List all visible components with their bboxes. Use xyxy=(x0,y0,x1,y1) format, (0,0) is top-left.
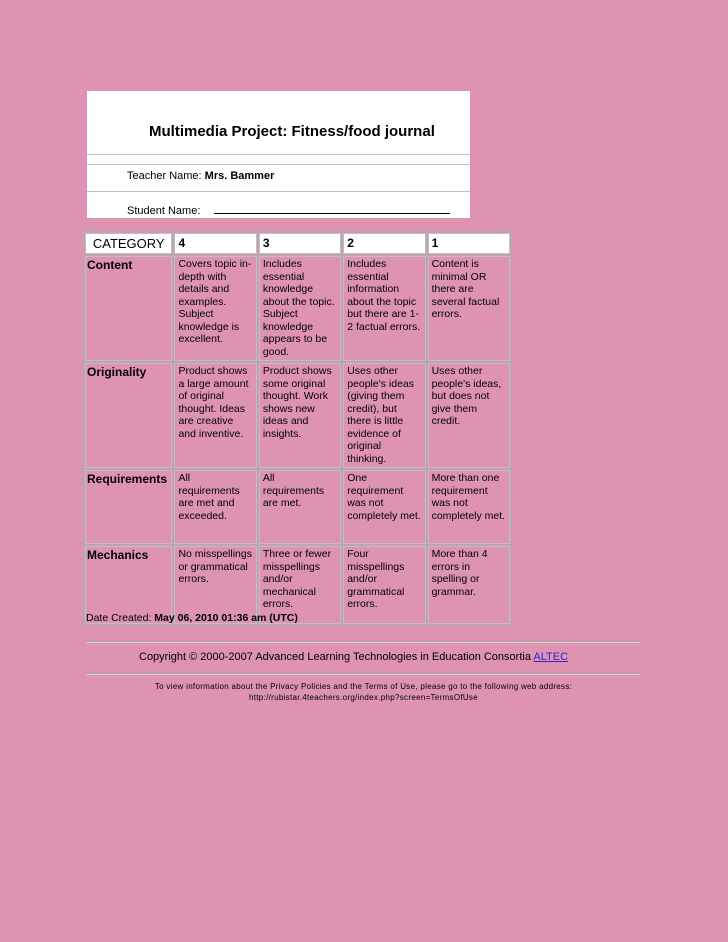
table-row xyxy=(85,256,510,361)
teacher-name-line xyxy=(127,170,274,182)
table-cell: Product shows some original thought. Work shows new ideas and insights. xyxy=(259,363,341,468)
row-label-mechanics: Mechanics xyxy=(85,546,172,624)
header-box xyxy=(87,91,470,218)
column-header-4: 4 xyxy=(174,233,256,254)
table-cell: Includes essential information about the topic but there are 1-2 factual errors. xyxy=(343,256,425,361)
student-name-line xyxy=(127,204,450,217)
header-divider xyxy=(87,154,470,155)
table-cell: Content is minimal OR there are several factual errors. xyxy=(428,256,510,361)
copyright-notice xyxy=(139,651,568,663)
table-cell: No misspellings or grammatical errors. xyxy=(174,546,256,624)
table-cell: Uses other people's ideas, but does not give them credit. xyxy=(428,363,510,468)
table-cell: All requirements are met and exceeded. xyxy=(174,470,256,544)
row-label-originality: Originality xyxy=(85,363,172,468)
table-cell: Four misspellings and/or grammatical errors. xyxy=(343,546,425,624)
column-header-category: CATEGORY xyxy=(85,233,172,254)
rubric-header-row xyxy=(85,233,510,254)
student-name-label: Student Name: xyxy=(127,205,201,217)
column-header-3: 3 xyxy=(259,233,341,254)
table-cell: One requirement was not completely met. xyxy=(343,470,425,544)
table-cell: Uses other people's ideas (giving them credit), but there is little evidence of original thinking. xyxy=(343,363,425,468)
table-cell: Covers topic in-depth with details and examples. Subject knowledge is excellent. xyxy=(174,256,256,361)
date-created xyxy=(86,612,298,624)
table-cell: Three or fewer misspellings and/or mechanical errors. xyxy=(259,546,341,624)
rubric-table xyxy=(83,231,512,626)
row-label-requirements: Requirements xyxy=(85,470,172,544)
footer-divider xyxy=(86,672,641,675)
teacher-name-label: Teacher Name: xyxy=(127,170,202,182)
table-row xyxy=(85,470,510,544)
header-divider xyxy=(87,191,470,192)
table-cell: More than 4 errors in spelling or grammar. xyxy=(428,546,510,624)
date-created-label: Date Created: xyxy=(86,612,152,624)
privacy-notice xyxy=(86,681,641,703)
header-divider xyxy=(87,164,470,165)
terms-url: http://rubistar.4teachers.org/index.php?screen=TermsOfUse xyxy=(249,693,478,702)
footer-divider xyxy=(86,640,641,643)
table-row xyxy=(85,363,510,468)
page-title: Multimedia Project: Fitness/food journal xyxy=(149,123,435,140)
student-name-blank xyxy=(214,204,450,214)
teacher-name-value: Mrs. Bammer xyxy=(204,170,275,182)
date-created-value: May 06, 2010 01:36 am (UTC) xyxy=(154,612,298,624)
column-header-1: 1 xyxy=(428,233,510,254)
copyright-text: Copyright © 2000-2007 Advanced Learning Technologies in Education Consortia xyxy=(139,651,531,663)
table-cell: More than one requirement was not completely met. xyxy=(428,470,510,544)
altec-link[interactable]: ALTEC xyxy=(533,651,569,663)
column-header-2: 2 xyxy=(343,233,425,254)
table-cell: Includes essential knowledge about the topic. Subject knowledge appears to be good. xyxy=(259,256,341,361)
table-cell: All requirements are met. xyxy=(259,470,341,544)
table-cell: Product shows a large amount of original thought. Ideas are creative and inventive. xyxy=(174,363,256,468)
row-label-content: Content xyxy=(85,256,172,361)
privacy-text: To view information about the Privacy Policies and the Terms of Use, please go to the following web address: xyxy=(154,682,573,691)
